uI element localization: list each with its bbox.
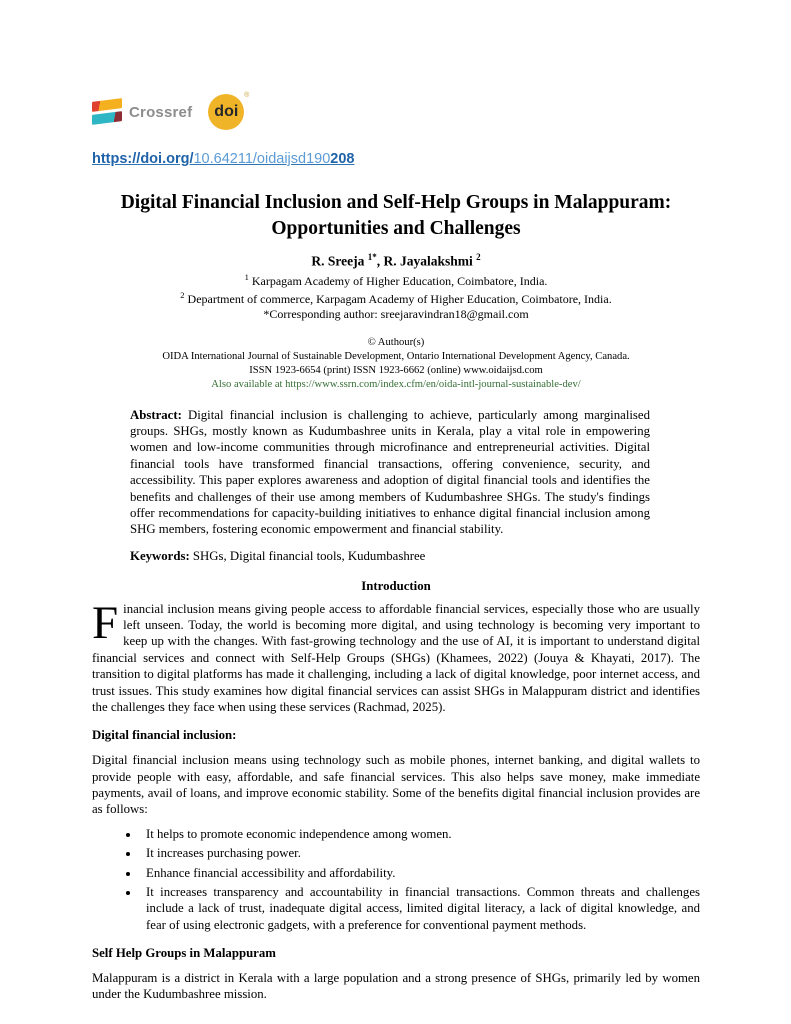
issn-line: ISSN 1923-6654 (print) ISSN 1923-6662 (online) www.oidaijsd.com — [249, 364, 543, 376]
doi-logo-label: doi — [214, 103, 239, 120]
page-title-line2: Opportunities and Challenges — [271, 217, 521, 239]
list-item: • It increases transparency and accountability in financial transactions. Common threats and challenges include a lack of trust, inadequate digital access, limited digital literacy, a lack of digital knowledge, and fear of using electronic gadgets, with a preference for conventional payment methods. — [140, 884, 700, 933]
affiliations — [92, 272, 700, 323]
crossref-mark-icon — [92, 99, 122, 125]
doi-link-prefix: https://doi.org/ — [92, 151, 194, 167]
affiliation-1-text: Karpagam Academy of Higher Education, Coimbatore, India. — [248, 273, 548, 288]
affiliation-2-superscript: 2 — [180, 289, 185, 300]
list-item: • It helps to promote economic independence among women. — [140, 826, 700, 842]
doi-circle-icon — [208, 94, 244, 130]
keywords-label: Keywords: — [130, 548, 190, 563]
logos-row — [92, 93, 700, 131]
crossref-logo-label: Crossref — [129, 103, 193, 121]
introduction-paragraph — [92, 596, 700, 716]
keywords-text: SHGs, Digital financial tools, Kudumbashree — [189, 548, 426, 563]
copyright-line: © Authour(s) — [367, 336, 425, 348]
author-separator: , — [376, 253, 384, 269]
introduction-text: inancial inclusion means giving people access to affordable financial services, especially those who are usually left unseen. Today, the world is becoming more digital, and using technology is becoming very important to keep up with the changes. With fast-growing technology and the use of AI, it is important to understand digital financial services and connect with Self-Help Groups (SHGs) (Khamees, 2022) (Jouya & Khayati, 2017). The transition to digital platforms has made it challenging, including a lack of digital knowledge, poor internet access, and trust issues. This study examines how digital financial services can assist SHGs in Malappuram district and identifies the challenges they face when using these services (Rachmad, 2025). — [92, 601, 700, 714]
doi-link-mid: 10.64211/oidaijsd190 — [193, 151, 331, 167]
affiliation-1-superscript: 1 — [244, 271, 249, 282]
doi-link-suffix: 208 — [330, 151, 355, 167]
drop-cap: F — [92, 596, 119, 649]
benefits-list — [114, 826, 700, 933]
list-item: • Enhance financial accessibility and affordability. — [140, 865, 700, 881]
doi-link-row — [92, 150, 700, 168]
shg-paragraph: Malappuram is a district in Kerala with a large population and a strong presence of SHGs, primarily led by women under the Kudumbashree mission. — [92, 971, 700, 1002]
list-item: • It increases purchasing power. — [140, 845, 700, 861]
page-title — [92, 190, 700, 241]
author-2-superscript: 2 — [476, 252, 481, 263]
doi-link[interactable] — [92, 151, 354, 167]
affiliation-2-text: Department of commerce, Karpagam Academy of Higher Education, Coimbatore, India. — [184, 291, 612, 306]
abstract-paragraph — [130, 407, 650, 538]
registered-trademark-icon: ® — [244, 92, 250, 99]
affiliation-1 — [92, 272, 700, 290]
authors-line — [92, 252, 700, 270]
introduction-heading: Introduction — [361, 578, 431, 593]
doi-logo — [208, 92, 250, 130]
page-title-line1: Digital Financial Inclusion and Self-Help Groups in Malappuram: — [120, 192, 672, 213]
ssrn-availability-line: Also available at https://www.ssrn.com/index.cfm/en/oida-intl-journal-sustainable-dev/ — [211, 378, 581, 390]
dfi-paragraph: Digital financial inclusion means using technology such as mobile phones, internet banking, and digital wallets to provide people with easy, affordable, and safe financial services. This also helps save money, make immediate payments, avail of loans, and improve economic stability. Some of the benefits digital financial inclusion provides are as follows: — [92, 753, 700, 817]
affiliation-2 — [92, 290, 700, 308]
dfi-section-heading: Digital financial inclusion: — [92, 728, 237, 743]
author-1-superscript: 1* — [367, 252, 377, 263]
crossref-logo — [92, 99, 192, 125]
abstract-text: Digital financial inclusion is challenging to achieve, particularly among marginalised groups. SHGs, mostly known as Kudumbashree units in Kerala, play a vital role in empowering women and low-income communities through microfinance and entrepreneurial activities. Digital financial tools have transformed financial transactions, offering convenience, security, and accessibility. This paper explores awareness and adoption of digital financial tools and identifies the benefits and challenges of their use among members of Kudumbashree SHGs. The study's findings offer recommendations for capacity-building initiatives to enhance digital financial inclusion among SHG members, fostering economic empowerment and financial stability. — [130, 407, 650, 537]
journal-name-line: OIDA International Journal of Sustainable Development, Ontario International Development Agency, Canada. — [162, 350, 630, 362]
author-name-1: R. Sreeja — [311, 253, 368, 269]
journal-imprint — [92, 336, 700, 392]
corresponding-author-line: *Corresponding author: sreejaravindran18@gmail.com — [263, 307, 529, 322]
author-name-2: R. Jayalakshmi — [383, 253, 477, 269]
abstract-label: Abstract: — [130, 407, 182, 422]
shg-section-heading: Self Help Groups in Malappuram — [92, 946, 276, 960]
keywords-line — [130, 549, 650, 564]
